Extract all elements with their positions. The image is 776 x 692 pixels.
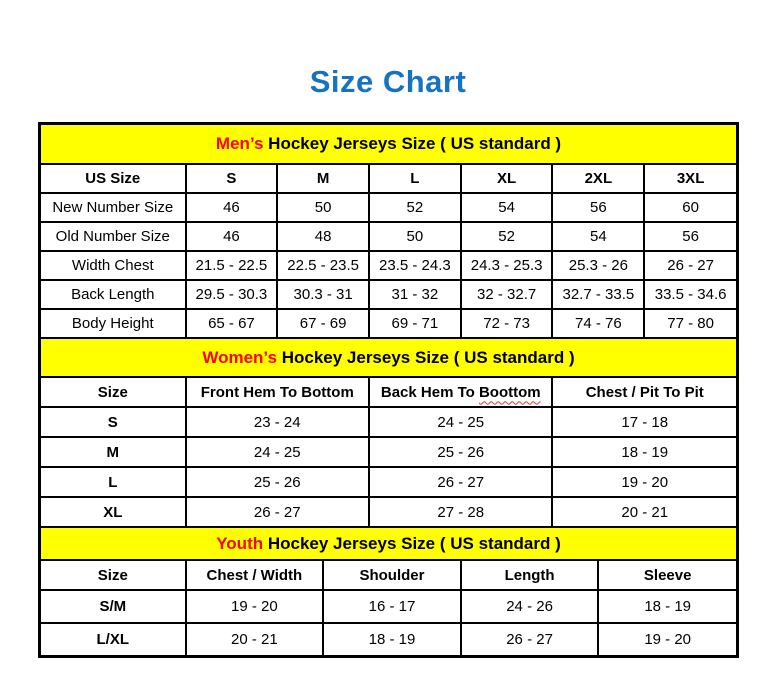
youth-band-rest: Hockey Jerseys Size ( US standard ) — [263, 533, 561, 553]
table-row — [41, 437, 736, 467]
value-cell: 24 - 26 — [461, 590, 599, 623]
value-cell: 32.7 - 33.5 — [552, 280, 644, 309]
mens-header-row — [41, 164, 736, 193]
value-cell: 29.5 - 30.3 — [186, 280, 278, 309]
value-cell: 52 — [369, 193, 461, 222]
value-cell: 25.3 - 26 — [552, 251, 644, 280]
header-text: Back Hem To — [380, 383, 479, 401]
value-cell: 24.3 - 25.3 — [461, 251, 553, 280]
mens-highlight-word: Men’s — [215, 134, 264, 153]
value-cell: 18 - 19 — [552, 437, 736, 467]
header-cell: Size — [41, 377, 186, 407]
table-row — [41, 590, 736, 623]
value-cell: 30.3 - 31 — [277, 280, 369, 309]
header-cell: Size — [41, 560, 186, 590]
size-chart-tables — [38, 122, 739, 658]
youth-header-row — [41, 560, 736, 590]
table-row — [41, 467, 736, 497]
header-cell: Chest / Pit To Pit — [552, 377, 736, 407]
value-cell: 65 - 67 — [186, 309, 278, 337]
value-cell: 50 — [369, 222, 461, 251]
youth-highlight-word: Youth — [216, 533, 264, 553]
row-label-cell: L — [41, 467, 186, 497]
mens-section-band — [41, 125, 736, 164]
value-cell: 26 - 27 — [369, 467, 552, 497]
row-label-cell: Old Number Size — [41, 222, 186, 251]
youth-section-band — [41, 528, 736, 560]
value-cell: 24 - 25 — [369, 407, 552, 437]
value-cell: 24 - 25 — [186, 437, 369, 467]
row-label-cell: L/XL — [41, 623, 186, 655]
row-label-cell: S — [41, 407, 186, 437]
header-cell: Front Hem To Bottom — [186, 377, 369, 407]
womens-highlight-word: Women’s — [202, 347, 277, 367]
youth-section-title — [41, 528, 736, 560]
table-row — [41, 309, 736, 337]
value-cell: 72 - 73 — [461, 309, 553, 337]
value-cell: 46 — [186, 222, 278, 251]
value-cell: 77 - 80 — [644, 309, 736, 337]
value-cell: 25 - 26 — [186, 467, 369, 497]
value-cell: 54 — [461, 193, 553, 222]
value-cell: 27 - 28 — [369, 497, 552, 526]
value-cell: 56 — [552, 193, 644, 222]
value-cell: 32 - 32.7 — [461, 280, 553, 309]
value-cell: 21.5 - 22.5 — [186, 251, 278, 280]
value-cell: 54 — [552, 222, 644, 251]
value-cell: 48 — [277, 222, 369, 251]
value-cell: 23 - 24 — [186, 407, 369, 437]
womens-size-table — [41, 339, 736, 526]
value-cell: 69 - 71 — [369, 309, 461, 337]
value-cell: 74 - 76 — [552, 309, 644, 337]
row-label-cell: Body Height — [41, 309, 186, 337]
womens-section-band — [41, 339, 736, 377]
table-row — [41, 623, 736, 655]
table-row — [41, 193, 736, 222]
table-row — [41, 497, 736, 526]
value-cell: 31 - 32 — [369, 280, 461, 309]
value-cell: 46 — [186, 193, 278, 222]
table-row — [41, 407, 736, 437]
value-cell: 19 - 20 — [186, 590, 324, 623]
header-cell: Length — [461, 560, 599, 590]
value-cell: 18 - 19 — [598, 590, 736, 623]
value-cell: 26 - 27 — [186, 497, 369, 526]
mens-section-title — [41, 125, 736, 164]
value-cell: 26 - 27 — [644, 251, 736, 280]
table-row — [41, 251, 736, 280]
header-cell: S — [186, 164, 278, 193]
value-cell: 25 - 26 — [369, 437, 552, 467]
table-row — [41, 280, 736, 309]
header-cell: L — [369, 164, 461, 193]
row-label-cell: Back Length — [41, 280, 186, 309]
value-cell: 26 - 27 — [461, 623, 599, 655]
header-cell: 2XL — [552, 164, 644, 193]
value-cell: 33.5 - 34.6 — [644, 280, 736, 309]
value-cell: 19 - 20 — [598, 623, 736, 655]
row-label-cell: S/M — [41, 590, 186, 623]
header-cell: Sleeve — [598, 560, 736, 590]
row-label-cell: New Number Size — [41, 193, 186, 222]
header-cell: Chest / Width — [186, 560, 324, 590]
header-cell: 3XL — [644, 164, 736, 193]
value-cell: 50 — [277, 193, 369, 222]
header-cell: M — [277, 164, 369, 193]
value-cell: 18 - 19 — [323, 623, 461, 655]
womens-section-title — [41, 339, 736, 377]
womens-header-row — [41, 377, 736, 407]
row-label-cell: Width Chest — [41, 251, 186, 280]
header-cell: XL — [461, 164, 553, 193]
value-cell: 56 — [644, 222, 736, 251]
value-cell: 20 - 21 — [552, 497, 736, 526]
header-cell: US Size — [41, 164, 186, 193]
value-cell: 17 - 18 — [552, 407, 736, 437]
value-cell: 23.5 - 24.3 — [369, 251, 461, 280]
value-cell: 19 - 20 — [552, 467, 736, 497]
header-cell — [369, 377, 552, 407]
page-title: Size Chart — [309, 64, 467, 99]
row-label-cell: XL — [41, 497, 186, 526]
value-cell: 60 — [644, 193, 736, 222]
value-cell: 52 — [461, 222, 553, 251]
header-cell: Shoulder — [323, 560, 461, 590]
misspelled-word-squiggle: Boottom — [478, 383, 541, 401]
mens-band-rest: Hockey Jerseys Size ( US standard ) — [263, 134, 562, 153]
value-cell: 67 - 69 — [277, 309, 369, 337]
value-cell: 20 - 21 — [186, 623, 324, 655]
row-label-cell: M — [41, 437, 186, 467]
youth-size-table — [41, 528, 736, 655]
womens-band-rest: Hockey Jerseys Size ( US standard ) — [276, 347, 575, 367]
table-row — [41, 222, 736, 251]
value-cell: 22.5 - 23.5 — [277, 251, 369, 280]
mens-size-table — [41, 125, 736, 337]
value-cell: 16 - 17 — [323, 590, 461, 623]
